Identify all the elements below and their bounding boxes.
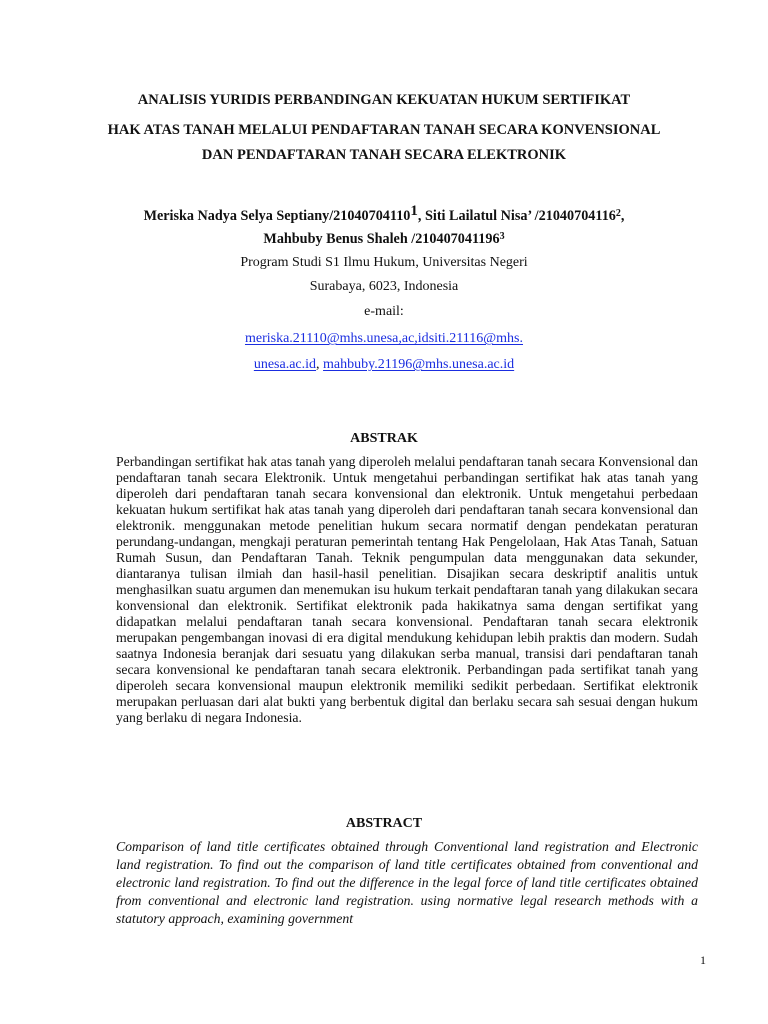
page-number: 1 xyxy=(700,953,706,967)
abstrak-body: Perbandingan sertifikat hak atas tanah yang diperoleh melalui pendaftaran tanah secara Konvensional dan pendaftaran tanah secara Elektronik. Untuk mengetahui perbandingan sertifikat hak atas tanah yang diperoleh dari pendaftaran tanah secara konvensional dan elektronik. Untuk mengetahui perbedaan kekuatan hukum sertifikat hak atas tanah yang diperoleh dari pendaftaran tanah secara konvensional dan elektronik. menggunakan metode penelitian hukum secara normatif dengan pendekatan peraturan perundang-undangan, mengkaji peraturan pemerintah tentang Hak Pengelolaan, Hak Atas Tanah, Satuan Rumah Susun, dan Pendaftaran Tanah. Teknik pengumpulan data menggunakan data sekunder, diantaranya tulisan ilmiah dan hasil-hasil penelitian. Disajikan secara deskriptif analitis untuk menghasilkan suatu argumen dan menemukan isu hukum terkait pendaftaran tanah yang dilakukan secara konvensional dan elektronik. Sertifikat elektronik pada hakikatnya sama dengan sertifikat yang didapatkan melalui pendaftaran tanah secara konvensional. Pendaftaran tanah secara elektronik merupakan pengembangan inovasi di era digital mendukung kehidupan lebih praktis dan modern. Sudah saatnya Indonesia beranjak dari sesuatu yang dilakukan serba manual, transisi dari pendaftaran tanah secara konvensional ke pendaftaran tanah secara elektronik. Perbandingan pada sertifikat tanah yang diperoleh secara konvensional maupun elektronik memiliki sedikit perbedaan. Sertifikat elektronik merupakan perluasan dari alat bukti yang berbentuk digital dan berlaku secara sah sesuai dengan hukum yang berlaku di negara Indonesia. xyxy=(116,454,698,725)
email-line-2 xyxy=(60,357,708,373)
author-2-name: , Siti Lailatul Nisa’ /21040704116 xyxy=(417,208,616,224)
abstract-body: Comparison of land title certificates obtained through Conventional land registration and Electronic land registration. To find out the comparison of land title certificates obtained from conventional and electronic land registration. To find out the difference in the legal force of land title certificates obtained from conventional and electronic land registration. using normative legal research methods with a statutory approach, examining government xyxy=(116,839,698,926)
affiliation-city: Surabaya, 6023, Indonesia xyxy=(309,279,459,294)
email-link-2[interactable]: siti.21116@mhs. xyxy=(428,331,523,346)
abstract-heading: ABSTRACT xyxy=(345,816,423,831)
email-separator: , xyxy=(316,357,324,372)
email-link-3[interactable]: mahbuby.21196@mhs.unesa.ac.id xyxy=(323,357,515,372)
author-2-footnote-mark: 2 xyxy=(615,208,621,219)
email-link-1[interactable]: meriska.21110@mhs.unesa,ac,id xyxy=(244,331,429,346)
author-3-footnote-mark: 3 xyxy=(499,231,505,242)
title-line-1: ANALISIS YURIDIS PERBANDINGAN KEKUATAN HUKUM SERTIFIKAT xyxy=(137,92,631,108)
author-1-name: Meriska Nadya Selya Septiany/21040704110 xyxy=(143,208,411,224)
email-line-1 xyxy=(60,331,708,347)
authors-line-2 xyxy=(40,229,728,247)
author-1-footnote-mark: 1 xyxy=(410,203,418,219)
author-3-name: Mahbuby Benus Shaleh /210407041196 xyxy=(263,231,500,247)
affiliation-program: Program Studi S1 Ilmu Hukum, Universitas Negeri xyxy=(240,255,528,270)
email-link-2-continued[interactable]: unesa.ac.id xyxy=(253,357,317,372)
author-2-comma: , xyxy=(620,208,625,224)
email-label: e-mail: xyxy=(364,304,404,319)
abstrak-heading: ABSTRAK xyxy=(350,431,418,446)
authors-line-1 xyxy=(40,203,728,224)
title-line-3: DAN PENDAFTARAN TANAH SECARA ELEKTRONIK xyxy=(201,147,567,163)
title-line-2: HAK ATAS TANAH MELALUI PENDAFTARAN TANAH SECARA KONVENSIONAL xyxy=(107,122,661,138)
